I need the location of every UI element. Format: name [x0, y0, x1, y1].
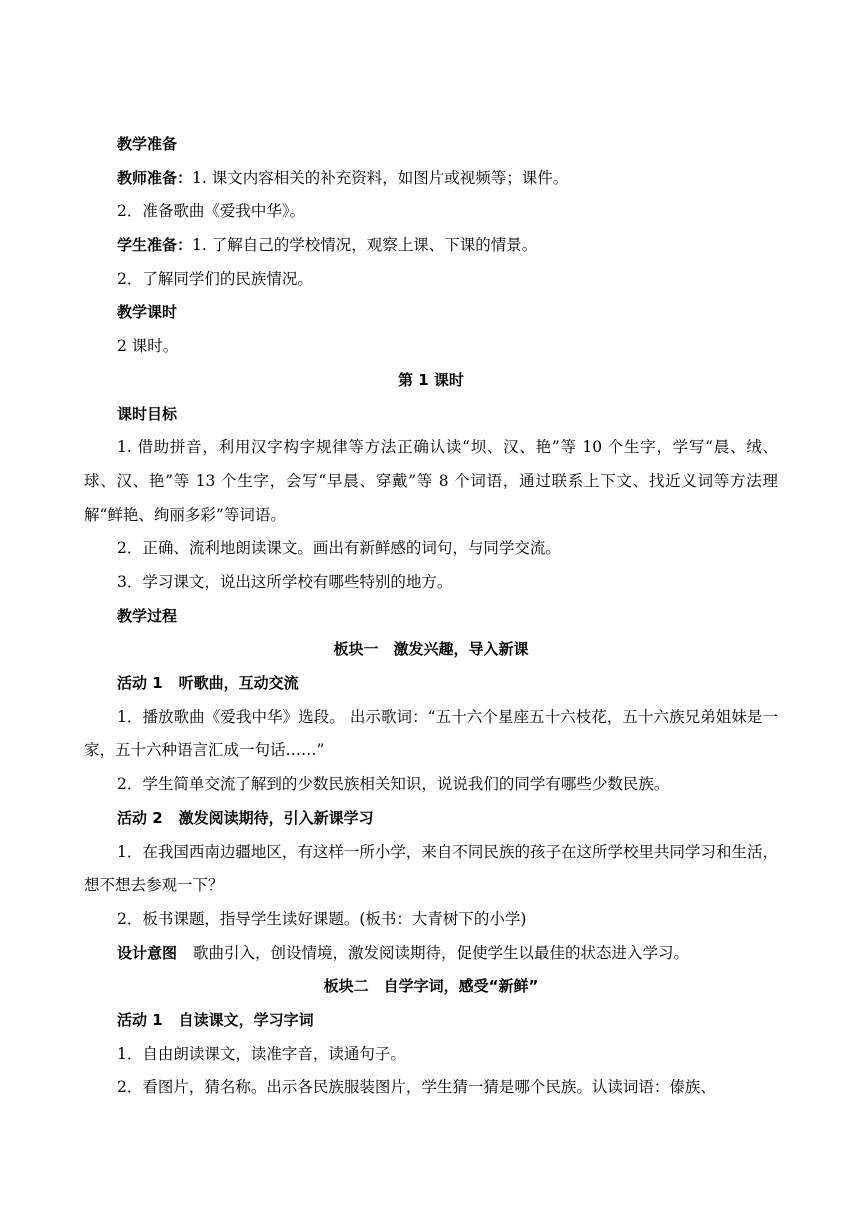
section-heading-prep: 教学准备 — [117, 135, 178, 153]
teacher-prep-1-text: 1. 课文内容相关的补充资料，如图片或视频等；课件。 — [192, 168, 569, 187]
teacher-prep-2: 2．准备歌曲《爱我中华》。 — [117, 202, 306, 221]
student-prep-1-text: 1. 了解自己的学校情况，观察上课、下课的情景。 — [192, 236, 538, 255]
goal-1: 1. 借助拼音，利用汉字构字规律等方法正确认读“坝、汉、艳”等 10 个生字，学写“晨、绒、球、汉、艳”等 13 个生字，会写“早晨、穿戴”等 8 个词语，通过联系上下文、找近义词等方法理解“鲜艳、绚丽多彩”等词语。 — [84, 438, 778, 524]
section-heading-hours: 教学课时 — [117, 303, 178, 322]
activity-label: 活动 2 — [117, 808, 163, 827]
student-prep-label: 学生准备： — [117, 236, 193, 255]
block1-activity2-p1: 1．在我国西南边疆地区，有这样一所小学，来自不同民族的孩子在这所学校里共同学习和生活，想不想去参观一下？ — [84, 842, 778, 895]
student-prep-1 — [84, 229, 778, 263]
student-prep-2: 2．了解同学们的民族情况。 — [117, 269, 313, 288]
section-heading-goals: 课时目标 — [117, 404, 178, 423]
document-body — [84, 128, 778, 1105]
block1-activity1-p1: 1．播放歌曲《爱我中华》选段。 出示歌词：“五十六个星座五十六枝花，五十六族兄弟姐妹是一家，五十六种语言汇成一句话……” — [84, 707, 778, 760]
teacher-prep-1 — [84, 162, 778, 196]
activity-label: 活动 1 — [117, 1010, 163, 1029]
block1-title: 板块一 激发兴趣，导入新课 — [333, 640, 529, 659]
block1-activity1-heading — [84, 667, 778, 701]
block1-activity2-p2: 2．板书课题，指导学生读好课题。(板书：大青树下的小学) — [117, 909, 527, 928]
block2-activity1-p2: 2．看图片，猜名称。出示各民族服装图片，学生猜一猜是哪个民族。认读词语：傣族、 — [117, 1078, 716, 1097]
block2-title: 板块二 自学字词，感受“新鲜” — [323, 977, 539, 996]
activity-title: 自读课文，学习字词 — [178, 1010, 314, 1029]
block1-activity1-p2: 2．学生简单交流了解到的少数民族相关知识，说说我们的同学有哪些少数民族。 — [117, 775, 670, 794]
block2-activity1-p1: 1．自由朗读课文，读准字音，读通句子。 — [117, 1044, 406, 1063]
design-intent — [84, 937, 778, 971]
section-heading-process: 教学过程 — [117, 606, 178, 625]
design-intent-label: 设计意图 — [117, 943, 178, 962]
design-intent-text: 歌曲引入，创设情境，激发阅读期待，促使学生以最佳的状态进入学习。 — [193, 943, 690, 962]
lesson-title: 第 1 课时 — [398, 370, 464, 389]
teacher-prep-label: 教师准备： — [117, 168, 193, 187]
block2-activity1-heading — [84, 1004, 778, 1038]
activity-title: 激发阅读期待，引入新课学习 — [178, 808, 374, 827]
goal-2: 2．正确、流利地朗读课文。画出有新鲜感的词句，与同学交流。 — [117, 539, 561, 558]
goal-3: 3．学习课文，说出这所学校有哪些特别的地方。 — [117, 572, 453, 591]
hours-value: 2 课时。 — [117, 337, 179, 356]
activity-title: 听歌曲，互动交流 — [178, 674, 299, 693]
activity-label: 活动 1 — [117, 674, 163, 693]
block1-activity2-heading — [84, 802, 778, 836]
